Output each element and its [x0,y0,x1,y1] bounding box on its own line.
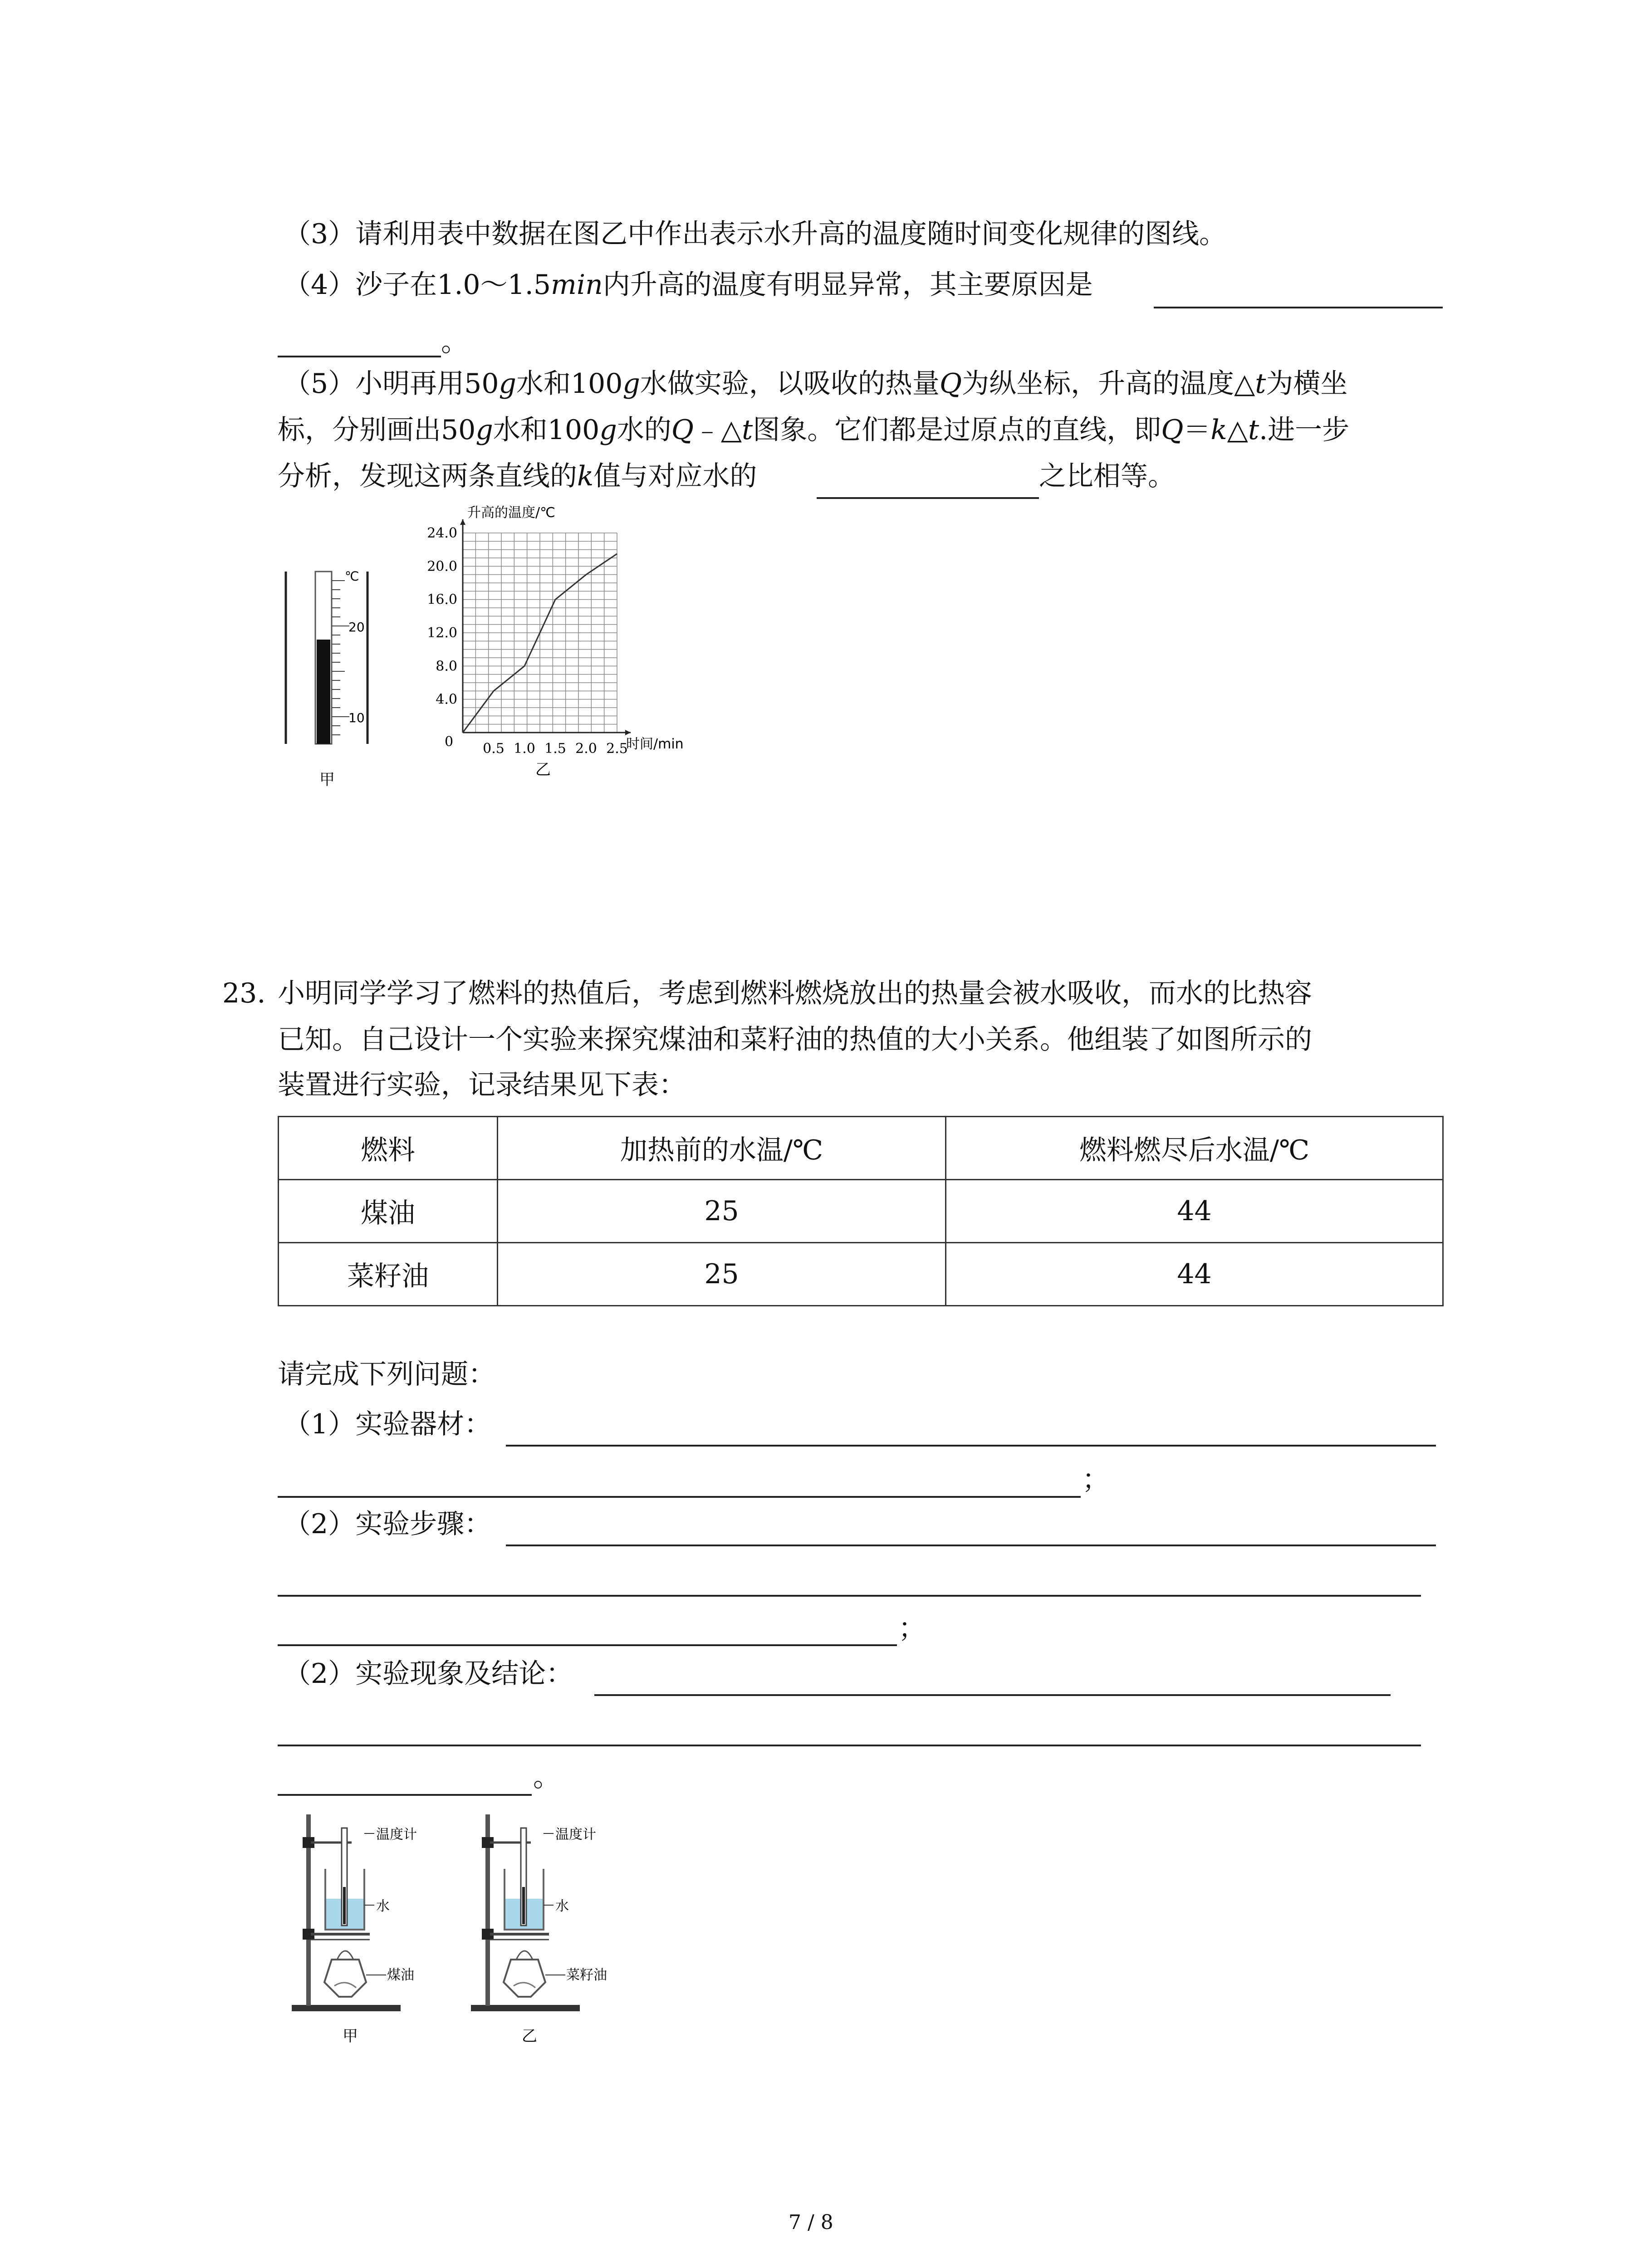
thermometer-tick-10: 10 [348,710,365,725]
chart-y-tick-label: 4.0 [436,691,457,708]
chart-axes [460,519,631,735]
page-number: 7 / 8 [789,2211,833,2234]
t: t [1255,368,1266,400]
apparatus-left-caption: 甲 [343,2027,358,2045]
table-header-cell: 燃料 [279,1117,498,1180]
chart-y-tick-label: 16.0 [427,591,457,608]
chart-x-tick-label: 1.0 [514,741,535,757]
t: 值与对应水的 [593,460,757,492]
q22-part4-end: 。 [441,326,468,358]
table-cell: 25 [498,1243,946,1306]
chart-caption: 乙 [535,761,551,779]
t: ﹣△ [693,414,742,446]
thermometer-ticks [332,581,349,735]
t: t [1248,414,1259,446]
q23-item3-blank-1[interactable] [594,1694,1391,1696]
q23-line1: 小明同学学习了燃料的热值后，考虑到燃料燃烧放出的热量会被水吸收，而水的比热容 [278,978,1312,1009]
flame [337,1951,353,1960]
table-header-row [279,1117,1443,1180]
q23-line2: 已知。自己设计一个实验来探究煤油和菜籽油的热值的大小关系。他组装了如图所示的 [278,1024,1312,1056]
q22-part4-answer-blank-2[interactable] [278,356,441,357]
table-cell: 25 [498,1180,946,1243]
table-cell: 44 [946,1243,1443,1306]
q23-item1-label: （1）实验器材： [284,1408,492,1440]
fuel-results-table [278,1116,1444,1306]
chart-xlabel: 时间/min [626,736,684,752]
label-thermometer: 温度计 [555,1827,596,1843]
q22-part5-line3-end: 之比相等。 [1039,460,1175,492]
chart-x-tick-label: 1.5 [544,741,566,757]
chart-x-tick-label: 2.0 [575,741,597,757]
stand-base [471,2005,580,2011]
q23-item2-blank-1[interactable] [506,1545,1436,1546]
t: g [622,368,640,400]
chart-y-tick-label: 24.0 [427,525,457,541]
label-fuel-rapeseed-oil: 菜籽油 [566,1967,607,1983]
q23-number: 23. [222,978,266,1009]
thermometer-mercury-column [317,640,330,744]
flame [516,1951,533,1960]
t: 水和100 [493,414,600,446]
t: Q [1161,414,1184,446]
q23-item3-label: （2）实验现象及结论： [284,1658,573,1690]
q22-part4-b: 内升高的温度有明显异常，其主要原因是 [603,269,1093,301]
chart-origin-label: 0 [445,734,454,750]
t: .进一步 [1259,414,1350,446]
q22-part4-a: （4）沙子在1.0～1.5 [284,269,551,301]
label-water: 水 [555,1898,569,1914]
chart-x-tick-label: 2.5 [606,741,628,757]
table-cell: 菜籽油 [279,1243,498,1306]
q22-part5-line3 [278,458,757,494]
t: （5）小明再用50 [284,368,499,400]
chart-y-arrow [460,519,465,525]
thermometer-figure [277,558,386,794]
q23-item2-blank-3[interactable] [278,1644,897,1646]
q23-item1-blank-1[interactable] [506,1445,1436,1447]
apparatus-right-figure [463,1810,653,2050]
q22-part4 [284,267,1093,303]
q22-part5-line2 [278,412,1349,448]
t: Q [939,368,962,400]
temperature-time-chart [399,499,726,794]
q23-line3: 装置进行实验，记录结果见下表： [278,1069,686,1101]
q22-part4-answer-blank-1[interactable] [1154,307,1443,308]
label-fuel-kerosene: 煤油 [387,1967,414,1983]
t: 水的 [617,414,671,446]
alcohol-lamp [324,1960,366,1997]
t: 图象。它们都是过原点的直线，即 [753,414,1161,446]
chart-x-arrow [625,730,631,735]
chart-ylabel: 升高的温度/℃ [467,505,555,521]
apparatus-right-caption: 乙 [522,2027,537,2045]
q23-item3-end: 。 [533,1761,560,1793]
q23-item1-blank-2[interactable] [278,1496,1081,1498]
t: 为横坐 [1266,368,1348,400]
t: 分析，发现这两条直线的 [278,460,577,492]
t: g [599,414,617,446]
t: g [499,368,516,400]
t: 标，分别画出50 [278,414,476,446]
thermometer-caption: 甲 [319,771,335,789]
q23-item3-blank-2[interactable] [278,1745,1421,1746]
chart-y-tick-label: 8.0 [436,658,457,675]
chart-y-tick-label: 12.0 [427,625,457,641]
stand-base [292,2005,401,2011]
t: ＝ [1183,414,1211,446]
table-cell: 煤油 [279,1180,498,1243]
t: 水和100 [516,368,623,400]
q22-part4-unit: min [551,269,603,301]
table-header-cell: 加热前的水温/℃ [498,1117,946,1180]
table-row [279,1243,1443,1306]
q22-part5-answer-blank[interactable] [817,497,1039,499]
q22-part5-line1 [284,366,1347,402]
table-cell: 44 [946,1180,1443,1243]
q22-part3 [284,216,1226,252]
thermometer-tick-20: 20 [348,620,365,635]
q23-item2-end: ； [898,1613,926,1644]
alcohol-lamp [504,1960,545,1997]
chart-y-tick-label: 20.0 [427,558,457,575]
table-row [279,1180,1443,1243]
thermometer-unit: ℃ [345,569,359,584]
chart-x-tick-label: 0.5 [483,741,505,757]
q23-item2-label: （2）实验步骤： [284,1508,492,1540]
apparatus-left-figure [284,1810,474,2050]
q23-prompt: 请完成下列问题： [278,1359,495,1390]
q23-item1-end: ； [1082,1464,1109,1496]
t: g [475,414,493,446]
t: △ [1227,414,1248,446]
table-header-cell: 燃料燃尽后水温/℃ [946,1117,1443,1180]
label-thermometer: 温度计 [376,1827,417,1843]
t: t [742,414,753,446]
t: k [577,460,594,492]
t: 水做实验，以吸收的热量 [640,368,940,400]
q23-item2-blank-2[interactable] [278,1595,1421,1597]
t: Q [671,414,694,446]
t: k [1210,414,1227,446]
q22-part3-text: （3）请利用表中数据在图乙中作出表示水升高的温度随时间变化规律的图线。 [284,218,1227,250]
q23-item3-blank-3[interactable] [278,1794,532,1796]
label-water: 水 [376,1898,390,1914]
t: 为纵坐标，升高的温度△ [962,368,1255,400]
